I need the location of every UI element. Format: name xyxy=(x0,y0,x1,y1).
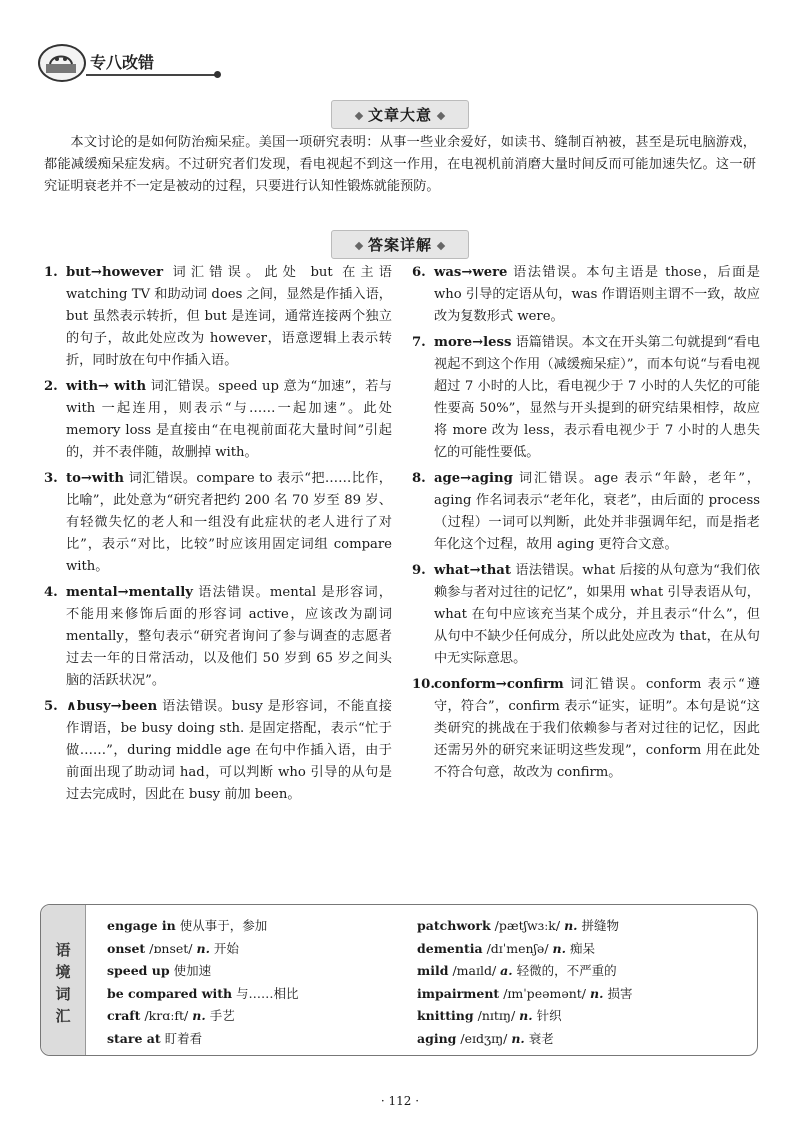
answer-number: 10. xyxy=(412,677,435,692)
vocab-entry xyxy=(417,915,717,938)
vocab-part-of-speech: a. xyxy=(500,963,513,979)
answer-item xyxy=(44,696,392,806)
vocab-phonetic: /krɑːft/ xyxy=(144,1008,189,1024)
vocab-entry xyxy=(417,1005,717,1028)
answer-number: 4. xyxy=(44,585,58,600)
vocab-phonetic: /dɪˈmenʃə/ xyxy=(486,940,549,956)
answer-explanation: 词汇错误。speed up 意为“加速”，若与 with 一起连用，则表示“与……一起加速”。此处 memory loss 是直接由“在电视前面花大量时间”引起的，并不表伴随，故删掉 with。 xyxy=(66,379,392,460)
vocab-part-of-speech: n. xyxy=(564,918,578,933)
diamond-icon xyxy=(437,111,445,119)
answer-correction: with→ with xyxy=(66,379,147,394)
vocabulary-side-tab xyxy=(41,905,86,1055)
header-dot xyxy=(214,71,221,78)
answer-explanation: 语篇错误。本文在开头第二句就提到“看电视起不到这个作用（减缓痴呆症）”，而本句说“与看电视超过 7 小时的人比，看电视少于 7 小时的人失忆的可能性要高 50%”，显然与开头提到的研究结果相悖，故应将 more 改为 less，表示看电视少于 7 小时的人患失忆的可能性要低。 xyxy=(434,335,760,460)
answer-correction: conform→confirm xyxy=(434,677,564,692)
answer-item xyxy=(44,468,392,578)
answer-item xyxy=(412,468,760,556)
answer-explanation: 语法错误。busy 是形容词，不能直接作谓语，be busy doing sth. 是固定搭配，表示“忙于做……”，during middle age 在句中作插入语，由于前面出现了助动词 had，可以判断 who 引导的从句是过去完成时，因此在 busy 前加 been。 xyxy=(66,699,392,802)
answer-correction: what→that xyxy=(434,563,511,578)
answer-correction: to→with xyxy=(66,471,124,486)
answer-number: 6. xyxy=(412,265,426,280)
diamond-icon xyxy=(355,111,363,119)
vocab-term: dementia xyxy=(417,940,483,956)
vocab-entry xyxy=(417,960,717,983)
answer-number: 3. xyxy=(44,471,58,486)
answer-correction: age→aging xyxy=(434,471,513,486)
vocab-phonetic: /maɪld/ xyxy=(452,963,497,979)
answer-number: 9. xyxy=(412,563,426,578)
answer-explanation: 语法错误。mental 是形容词，不能用来修饰后面的形容词 active，应该改为副词 mentally，整句表示“研究者询问了参与调查的志愿者过去一年的日常活动，以及他们 50 岁到 65 岁之间头脑的活跃状况”。 xyxy=(66,585,392,688)
vocab-phonetic: /ɒnset/ xyxy=(149,940,193,956)
diamond-icon xyxy=(355,241,363,249)
answer-correction: but→however xyxy=(66,265,164,280)
page-header xyxy=(38,44,178,80)
vocab-entry xyxy=(107,983,407,1006)
vocab-term: knitting xyxy=(417,1008,474,1024)
header-title: 专八改错 xyxy=(90,53,155,72)
vocab-term: aging xyxy=(417,1030,457,1046)
vocab-term: engage in xyxy=(107,918,176,933)
vocab-term: onset xyxy=(107,940,146,956)
vocab-entry xyxy=(107,960,407,983)
vocab-phonetic: /ɪmˈpeəmənt/ xyxy=(503,985,587,1001)
vocab-definition: 痴呆 xyxy=(569,940,595,956)
vocab-entry xyxy=(417,938,717,961)
summary-heading xyxy=(0,100,800,129)
answer-number: 1. xyxy=(44,265,58,280)
vocab-phonetic: /pætʃwɜːk/ xyxy=(494,918,561,933)
answer-number: 2. xyxy=(44,379,58,394)
answer-explanation: 词汇错误。conform 表示“遵守，符合”，confirm 表示“证实，证明”。本句是说“这类研究的挑战在于我们依赖参与者对过往的记忆，因此还需另外的研究来证明这些发现”，conform 用在此处不符合句意，故改为 confirm。 xyxy=(434,677,760,780)
answers-column-left xyxy=(44,262,392,810)
vocab-definition: 盯着看 xyxy=(164,1030,203,1046)
answer-correction: ∧busy→been xyxy=(66,699,158,714)
vocab-entry xyxy=(417,983,717,1006)
vocab-part-of-speech: n. xyxy=(590,985,604,1001)
vocab-definition: 使加速 xyxy=(173,963,212,979)
book-logo-icon xyxy=(38,44,86,82)
summary-title: 文章大意 xyxy=(367,106,432,124)
vocab-part-of-speech: n. xyxy=(511,1030,525,1046)
answer-item xyxy=(412,262,760,328)
answer-item xyxy=(412,332,760,464)
answer-explanation: 语法错误。本句主语是 those，后面是 who 引导的定语从句，was 作谓语则主谓不一致，故应改为复数形式 were。 xyxy=(434,265,760,324)
vocab-definition: 开始 xyxy=(213,940,239,956)
vocab-definition: 拼缝物 xyxy=(581,918,620,933)
vocab-phonetic: /nɪtɪŋ/ xyxy=(477,1008,516,1024)
vocab-phonetic: /eɪdʒɪŋ/ xyxy=(460,1030,508,1046)
vocab-term: be compared with xyxy=(107,985,233,1001)
answers-column-right xyxy=(412,262,760,788)
vocab-part-of-speech: n. xyxy=(196,940,210,956)
vocab-term: impairment xyxy=(417,985,500,1001)
answer-correction: more→less xyxy=(434,335,512,350)
answer-item xyxy=(44,582,392,692)
diamond-icon xyxy=(437,241,445,249)
answer-explanation: 词汇错误。此处 but 在主语 watching TV 和助动词 does 之间，显然是作插入语，but 虽然表示转折，但 but 是连词，通常连接两个独立的句子，故此处应改为 however，语意逻辑上表示转折，同时放在句中作插入语。 xyxy=(66,265,392,368)
vocab-part-of-speech: n. xyxy=(519,1008,533,1024)
vocab-part-of-speech: n. xyxy=(192,1008,206,1024)
answer-number: 7. xyxy=(412,335,426,350)
answer-item xyxy=(44,262,392,372)
vocab-term: stare at xyxy=(107,1030,161,1046)
vocab-term: speed up xyxy=(107,963,170,979)
vocabulary-box xyxy=(40,904,758,1056)
vocab-entry xyxy=(417,1028,717,1051)
vocab-entry xyxy=(107,1028,407,1051)
vocab-definition: 使从事于，参加 xyxy=(179,918,268,933)
answer-item xyxy=(44,376,392,464)
answer-item xyxy=(412,674,760,784)
vocab-term: craft xyxy=(107,1008,141,1024)
answer-explanation: 语法错误。what 后接的从句意为“我们依赖参与者对过往的记忆”，如果用 what 引导表语从句，what 在句中应该充当某个成分，并且表示“什么”，但从句中不缺少任何成分，所以此处应改为 that，在从句中无实际意思。 xyxy=(434,563,760,666)
answer-number: 5. xyxy=(44,699,58,714)
answer-explanation: 词汇错误。age 表示“年龄，老年”，aging 作名词表示“老年化，衰老”，由后面的 process（过程）一词可以判断，此处并非强调年纪，而是指老年化这个过程，故用 aging 更符合文意。 xyxy=(434,471,760,552)
vocabulary-label: 语境词汇 xyxy=(55,941,71,1025)
answers-heading xyxy=(0,230,800,259)
header-rule xyxy=(86,74,216,76)
vocab-entry xyxy=(107,915,407,938)
vocab-definition: 损害 xyxy=(607,985,633,1001)
vocab-definition: 轻微的，不严重的 xyxy=(516,963,617,979)
vocab-entry xyxy=(107,938,407,961)
vocab-entry xyxy=(107,1005,407,1028)
answer-correction: was→were xyxy=(434,265,508,280)
page-number: · 112 · xyxy=(380,1094,420,1108)
vocabulary-column-right xyxy=(417,915,717,1051)
vocab-definition: 与……相比 xyxy=(236,985,299,1001)
answer-item xyxy=(412,560,760,670)
vocab-term: mild xyxy=(417,963,449,979)
answers-title: 答案详解 xyxy=(367,236,432,254)
answer-correction: mental→mentally xyxy=(66,585,193,600)
vocab-definition: 衰老 xyxy=(528,1030,554,1046)
vocab-definition: 手艺 xyxy=(209,1008,235,1024)
answer-number: 8. xyxy=(412,471,426,486)
vocabulary-column-left xyxy=(107,915,407,1051)
vocab-part-of-speech: n. xyxy=(552,940,566,956)
vocab-definition: 针织 xyxy=(536,1008,562,1024)
summary-text: 本文讨论的是如何防治痴呆症。美国一项研究表明：从事一些业余爱好，如读书、缝制百衲被，甚至是玩电脑游戏，都能减缓痴呆症发病。不过研究者们发现，看电视起不到这一作用，在电视机前消磨大量时间反而可能加速失忆。这一研究证明衰老并不一定是被动的过程，只要进行认知性锻炼就能预防。 xyxy=(44,135,756,194)
answer-explanation: 词汇错误。compare to 表示“把……比作，比喻”，此处意为“研究者把约 200 名 70 岁至 89 岁、有轻微失忆的老人和一组没有此症状的老人进行了对比”，表示“对比，比较”时应该用固定词组 compare with。 xyxy=(66,471,392,574)
vocab-term: patchwork xyxy=(417,918,491,933)
